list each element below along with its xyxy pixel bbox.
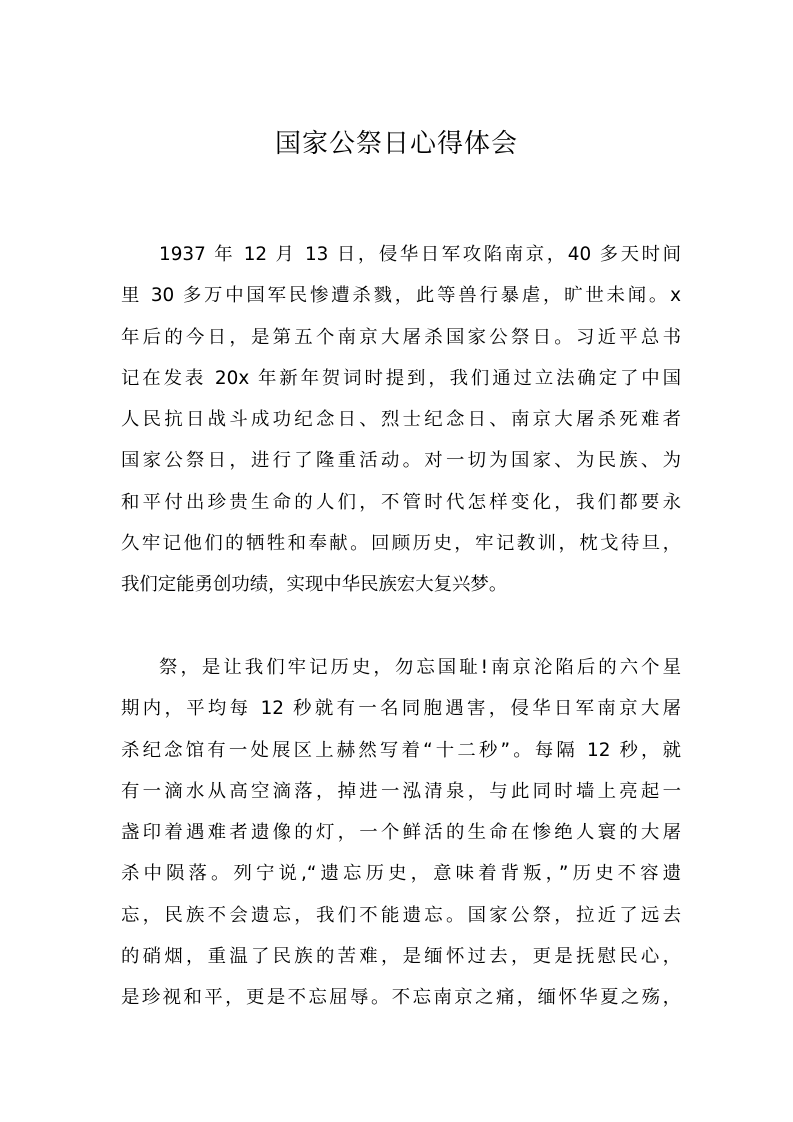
- paragraph-line: 忘，民族不会遗忘，我们不能遗忘。国家公祭，拉近了远去: [121, 904, 681, 926]
- paragraph-line: 人民抗日战斗成功纪念日、烈士纪念日、南京大屠杀死难者: [121, 409, 681, 431]
- paragraph-1: [121, 234, 681, 606]
- paragraph-line: 有一滴水从高空滴落，掉进一泓清泉，与此同时墙上亮起一: [121, 780, 681, 802]
- paragraph-line: 盏印着遇难者遗像的灯，一个鲜活的生命在惨绝人寰的大屠: [121, 822, 681, 844]
- paragraph-line: 祭，是让我们牢记历史，勿忘国耻!南京沦陷后的六个星: [159, 657, 681, 678]
- paragraph-line: 久牢记他们的牺牲和奉献。回顾历史，牢记教训，枕戈待旦，: [121, 533, 681, 555]
- paragraph-line: 记在发表 20x 年新年贺词时提到，我们通过立法确定了中国: [121, 367, 681, 389]
- paragraph-line: 杀纪念馆有一处展区上赫然写着“十二秒”。每隔 12 秒，就: [121, 739, 681, 761]
- paragraph-line: 我们定能勇创功绩，实现中华民族宏大复兴梦。: [121, 574, 508, 596]
- paragraph-line: 国家公祭日，进行了隆重活动。对一切为国家、为民族、为: [121, 450, 681, 472]
- paragraph-line: 是珍视和平，更是不忘屈辱。不忘南京之痛，缅怀华夏之殇，: [121, 987, 681, 1009]
- paragraph-line: 1937 年 12 月 13 日，侵华日军攻陷南京，40 多天时间: [159, 244, 681, 265]
- paragraph-line: 年后的今日，是第五个南京大屠杀国家公祭日。习近平总书: [121, 326, 681, 348]
- paragraph-line: 里 30 多万中国军民惨遭杀戮，此等兽行暴虐，旷世未闻。x: [121, 285, 681, 307]
- paragraph-line: 的硝烟，重温了民族的苦难，是缅怀过去，更是抚慰民心，: [121, 946, 681, 968]
- paragraph-line: 和平付出珍贵生命的人们，不管时代怎样变化，我们都要永: [121, 491, 681, 513]
- paragraph-line: 期内，平均每 12 秒就有一名同胞遇害，侵华日军南京大屠: [121, 698, 681, 720]
- document-title: 国家公祭日心得体会: [274, 129, 518, 159]
- paragraph-line: 杀中陨落。列宁说,“遗忘历史，意味着背叛，”历史不容遗: [121, 863, 681, 885]
- paragraph-2: [121, 647, 681, 1019]
